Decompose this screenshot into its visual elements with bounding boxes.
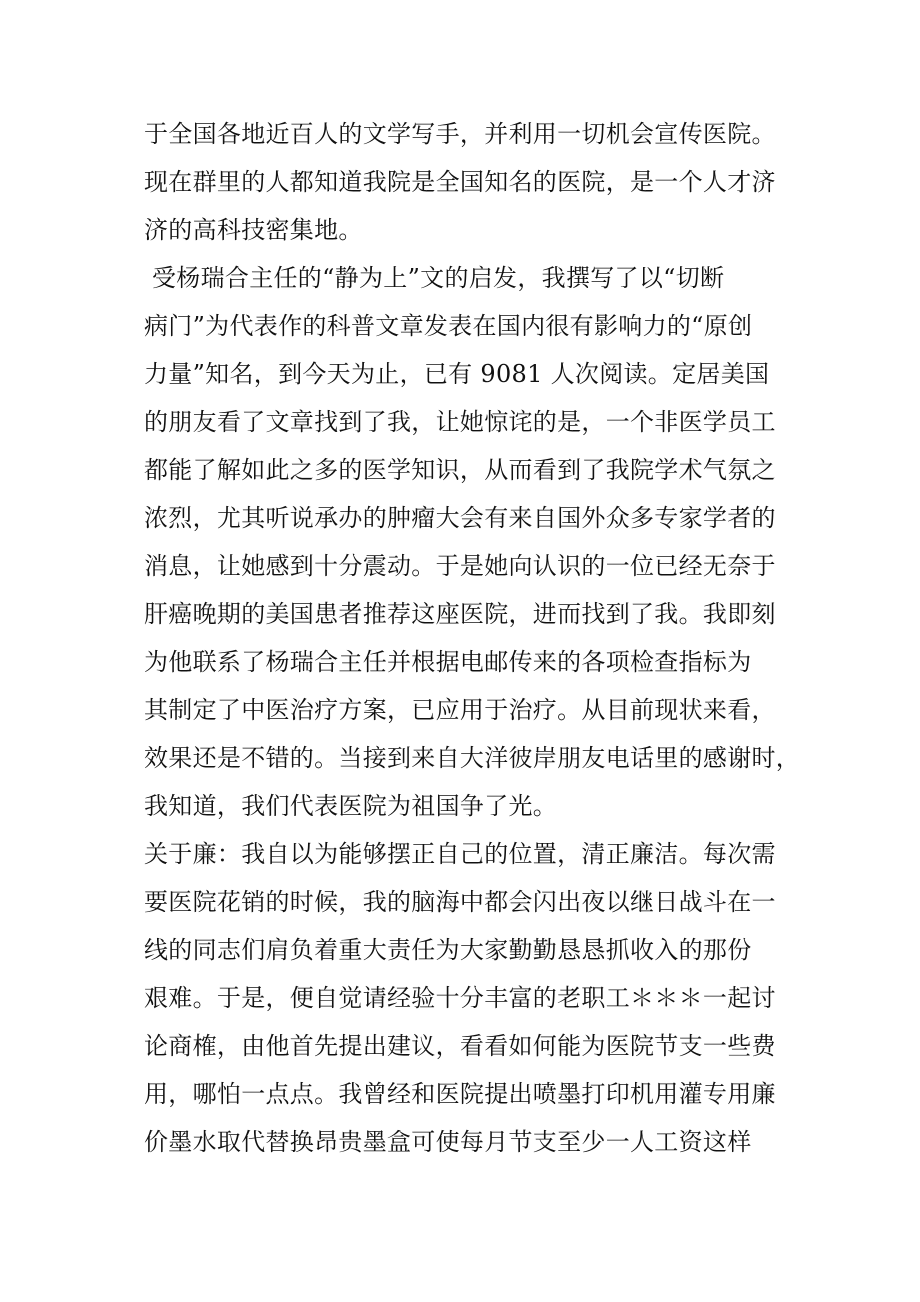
- text-line: 效果还是不错的。当接到来自大洋彼岸朋友电话里的感谢时，: [144, 744, 801, 772]
- paragraph-start-line: 受杨瑞合主任的“静为上”文的启发，我撰写了以“切断: [152, 264, 725, 292]
- text-line: 要医院花销的时候，我的脑海中都会闪出夜以继日战斗在一: [144, 888, 776, 916]
- text-line: 浓烈，尤其听说承办的肿瘤大会有来自国外众多专家学者的: [144, 504, 776, 532]
- paragraph-start-line: 关于廉：我自以为能够摆正自己的位置，清正廉洁。每次需: [144, 840, 776, 868]
- text-line: 济的高科技密集地。: [144, 216, 363, 244]
- text-line: 肝癌晚期的美国患者推荐这座医院，进而找到了我。我即刻: [144, 600, 776, 628]
- text-line: 论商榷，由他首先提出建议，看看如何能为医院节支一些费: [144, 1032, 776, 1060]
- text-line: 现在群里的人都知道我院是全国知名的医院，是一个人才济: [144, 168, 776, 196]
- text-line: 都能了解如此之多的医学知识，从而看到了我院学术气氛之: [144, 456, 776, 484]
- text-line: 消息，让她感到十分震动。于是她向认识的一位已经无奈于: [144, 552, 776, 580]
- text-line: 线的同志们肩负着重大责任为大家勤勤恳恳抓收入的那份: [144, 936, 752, 964]
- text-line: 于全国各地近百人的文学写手，并利用一切机会宣传医院。: [144, 120, 776, 148]
- text-line: 艰难。于是，便自觉请经验十分丰富的老职工＊＊＊一起讨: [144, 984, 776, 1012]
- text-line: 为他联系了杨瑞合主任并根据电邮传来的各项检查指标为: [144, 648, 752, 676]
- document-body: [144, 110, 804, 1166]
- text-line: 的朋友看了文章找到了我，让她惊诧的是，一个非医学员工: [144, 408, 776, 436]
- text-line: 力量”知名，到今天为止，已有 9081 人次阅读。定居美国: [144, 360, 770, 388]
- text-line: 用，哪怕一点点。我曾经和医院提出喷墨打印机用灌专用廉: [144, 1080, 776, 1108]
- text-line: 我知道，我们代表医院为祖国争了光。: [144, 792, 558, 820]
- text-line: 价墨水取代替换昂贵墨盒可使每月节支至少一人工资这样: [144, 1128, 752, 1156]
- text-line: 其制定了中医治疗方案，已应用于治疗。从目前现状来看，: [144, 696, 776, 724]
- text-line: 病门”为代表作的科普文章发表在国内很有影响力的“原创: [144, 312, 753, 340]
